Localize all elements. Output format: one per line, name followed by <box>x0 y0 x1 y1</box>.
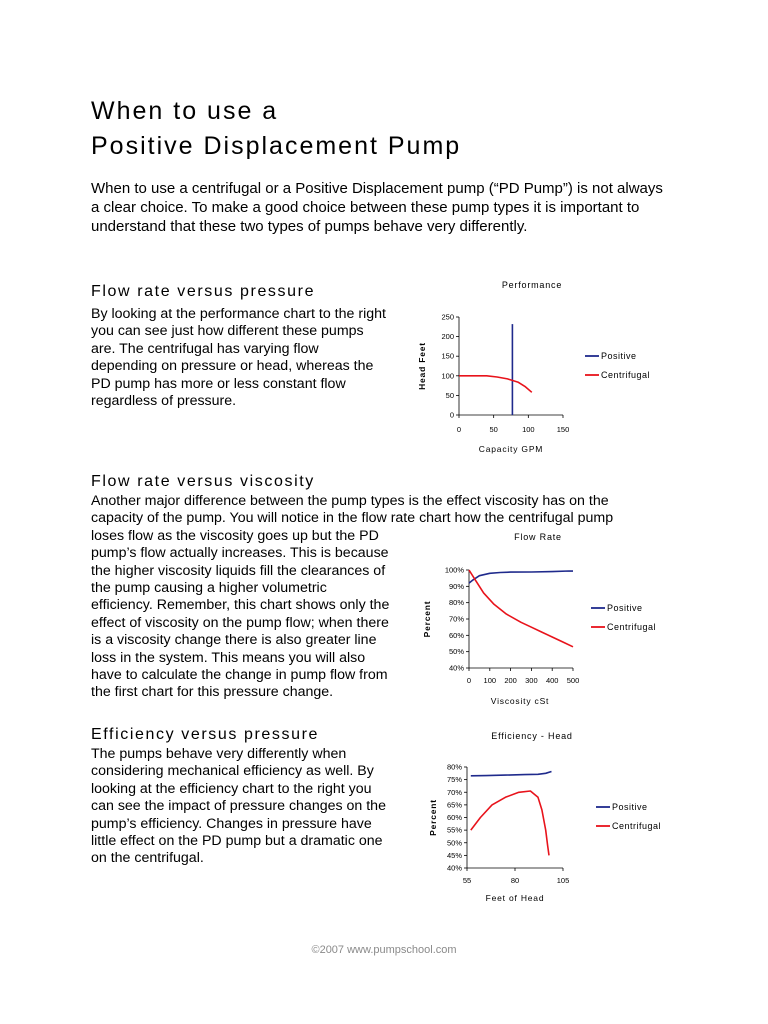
legend-label: Positive <box>601 351 637 361</box>
paragraph-line: efficiency. Remember, this chart shows only the <box>91 597 390 614</box>
y-tick-label: 50% <box>448 647 464 657</box>
y-axis-label: Percent <box>422 600 432 638</box>
paragraph-line: the pump causing a higher volumetric <box>91 580 327 597</box>
paragraph-line: have to calculate the change in pump flow from <box>91 667 388 684</box>
y-tick-label: 80% <box>446 762 462 772</box>
paragraph-line: depending on pressure or head, whereas the <box>91 358 374 375</box>
x-axis-label: Viscosity cSt <box>490 696 550 706</box>
x-axis-label: Capacity GPM <box>478 444 544 454</box>
section-heading-efficiency-pressure: Efficiency versus pressure <box>91 726 320 743</box>
x-tick-label: 200 <box>504 676 517 685</box>
intro-paragraph: When to use a centrifugal or a Positive Displacement pump (“PD Pump”) is not always a clear choice. To make a good choice between these pump types it is important to understand that these two types of pumps behave very differently. <box>91 180 663 235</box>
x-tick-label: 100 <box>483 676 497 685</box>
paragraph-line: effect of viscosity on the pump flow; when there <box>91 614 389 631</box>
x-tick-label: 100 <box>522 425 535 434</box>
paragraph-line: can see the impact of pressure changes on the <box>91 798 386 815</box>
x-tick-label: 0 <box>466 676 472 685</box>
x-tick-label: 50 <box>489 425 498 434</box>
legend-label: Positive <box>607 603 643 613</box>
y-tick-label: 0 <box>449 410 454 420</box>
y-tick-label: 70% <box>446 787 462 797</box>
paragraph-line: considering mechanical efficiency as well. By <box>91 763 374 780</box>
y-tick-label: 150 <box>441 351 454 361</box>
y-tick-label: 75% <box>446 775 462 785</box>
y-tick-label: 45% <box>446 850 462 860</box>
x-tick-label: 80 <box>510 876 520 885</box>
x-axis-label: Feet of Head <box>485 893 545 903</box>
legend-label: Positive <box>612 802 648 812</box>
y-tick-label: 70% <box>448 614 464 624</box>
chart-title: Flow Rate <box>514 532 562 542</box>
x-tick-label: 0 <box>456 425 462 434</box>
y-tick-label: 250 <box>441 312 454 322</box>
chart-title: Performance <box>501 280 563 290</box>
x-tick-label: 105 <box>556 876 570 885</box>
legend-label: Centrifugal <box>607 622 657 632</box>
paragraph-line: regardless of pressure. <box>91 393 237 410</box>
title-line-1: When to use a <box>91 97 279 125</box>
footer-copyright: ©2007 www.pumpschool.com <box>311 944 457 956</box>
y-tick-label: 200 <box>441 332 454 342</box>
paragraph-line: is a viscosity change there is also greater line <box>91 632 377 649</box>
paragraph-line: loss in the system. This means you will also <box>91 649 366 666</box>
y-tick-label: 90% <box>448 581 464 591</box>
paragraph-line: PD pump has more or less constant flow <box>91 375 346 392</box>
y-tick-label: 55% <box>446 825 462 835</box>
paragraph-line: pump’s efficiency. Changes in pressure have <box>91 815 372 832</box>
section-heading-flow-viscosity: Flow rate versus viscosity <box>91 473 315 490</box>
y-tick-label: 50 <box>445 390 454 400</box>
paragraph-line: the higher viscosity liquids fill the clearances of <box>91 562 386 579</box>
paragraph-line: By looking at the performance chart to the right <box>91 306 386 322</box>
paragraph-line: Another major difference between the pump types is the effect viscosity has on the <box>91 493 609 509</box>
paragraph-line: The pumps behave very differently when <box>91 746 347 762</box>
y-tick-label: 60% <box>446 813 462 822</box>
y-axis-label: Percent <box>428 799 438 836</box>
series-line-centrifugal <box>471 791 549 855</box>
paragraph-line: capacity of the pump. You will notice in the flow rate chart how the centrifugal pump <box>91 510 614 527</box>
y-tick-label: 40% <box>448 663 464 673</box>
paragraph-line: the first chart for this pressure change. <box>91 684 334 701</box>
paragraph-line: on the centrifugal. <box>91 850 204 867</box>
legend-label: Centrifugal <box>601 370 651 380</box>
paragraph-line: pump’s flow actually increases. This is because <box>91 545 389 562</box>
y-tick-label: 80% <box>448 598 464 608</box>
series-line-positive <box>471 772 552 776</box>
y-axis-label: Head Feet <box>417 342 427 390</box>
section-heading-flow-pressure: Flow rate versus pressure <box>91 283 316 300</box>
paragraph-line: you can see just how different these pumps <box>91 323 364 340</box>
x-tick-label: 500 <box>566 676 580 685</box>
y-tick-label: 40% <box>446 863 462 873</box>
chart-title: Efficiency - Head <box>491 731 573 741</box>
y-tick-label: 100 <box>441 371 454 381</box>
y-tick-label: 50% <box>446 838 462 848</box>
y-tick-label: 65% <box>446 800 462 810</box>
legend-label: Centrifugal <box>612 821 662 831</box>
x-tick-label: 55 <box>462 876 472 885</box>
paragraph-line: looking at the efficiency chart to the right you <box>91 780 372 797</box>
y-tick-label: 60% <box>448 630 464 640</box>
y-tick-label: 100% <box>444 565 464 575</box>
paragraph-line: little effect on the PD pump but a dramatic one <box>91 833 383 850</box>
paragraph-line: are. The centrifugal has varying flow <box>91 340 319 357</box>
x-tick-label: 400 <box>545 676 559 685</box>
x-tick-label: 300 <box>525 676 538 685</box>
paragraph-line: loses flow as the viscosity goes up but the PD <box>91 527 379 544</box>
title-line-2: Positive Displacement Pump <box>91 132 462 160</box>
x-tick-label: 150 <box>556 425 570 434</box>
